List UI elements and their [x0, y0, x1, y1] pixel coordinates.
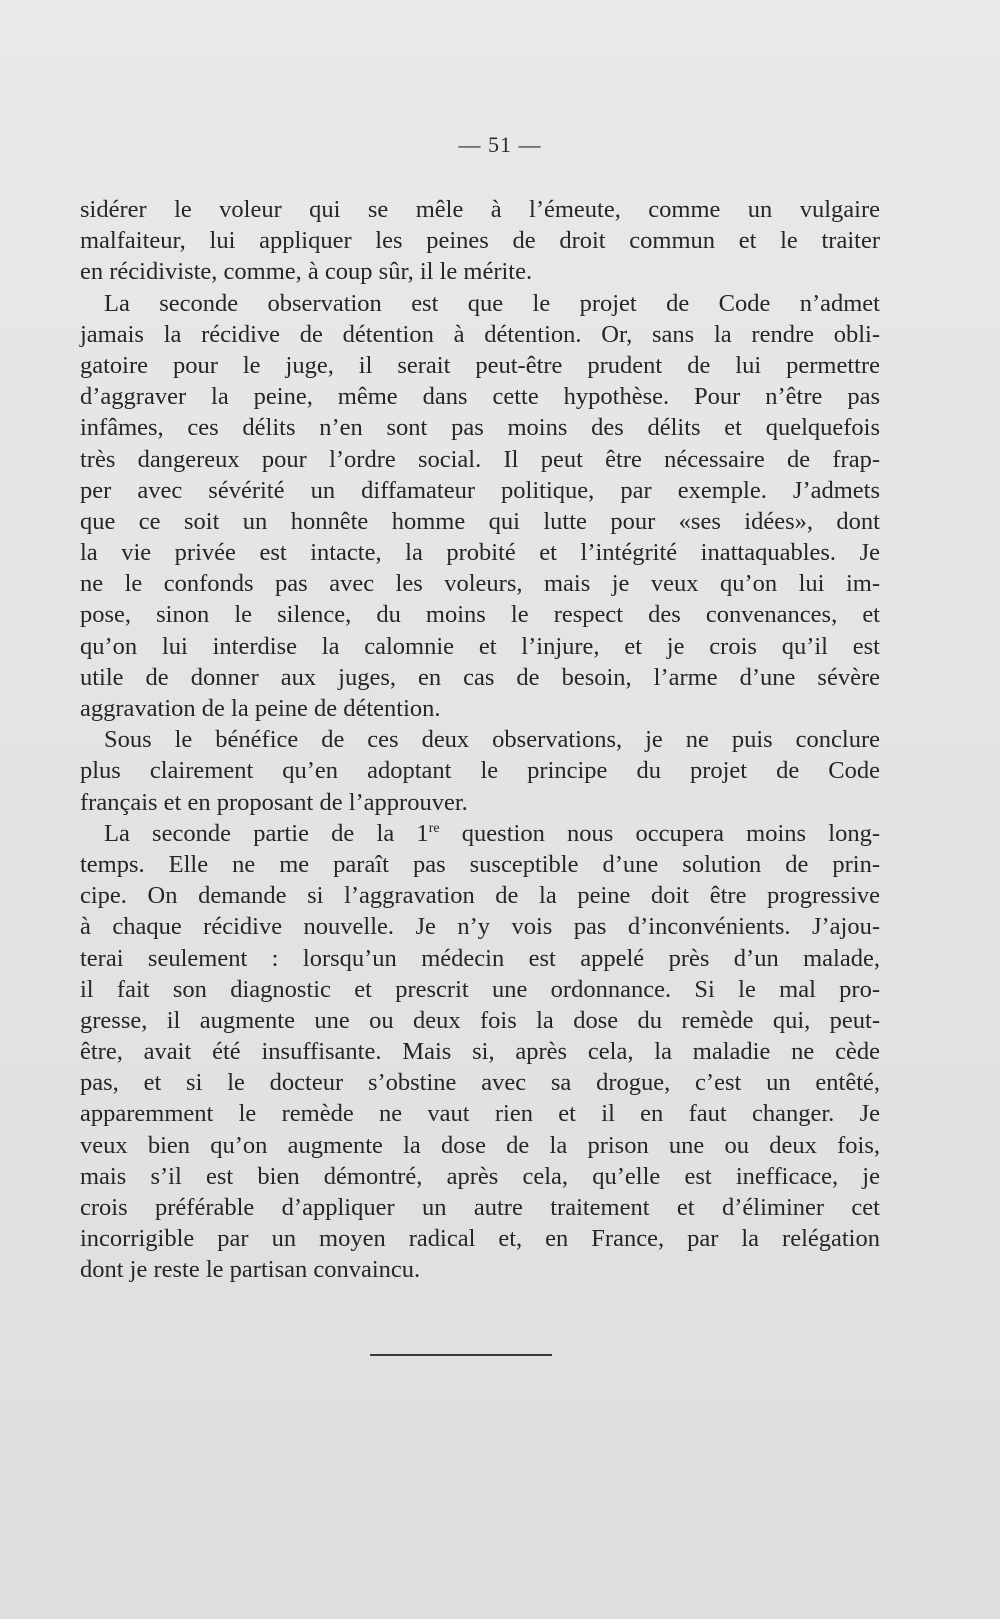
text-line — [80, 1254, 880, 1285]
text-line — [80, 818, 880, 849]
text-line — [80, 225, 880, 256]
text-line — [80, 412, 880, 443]
text-line-content: pose, sinon le silence, du moins le respect des convenances, et — [80, 601, 880, 629]
ordinal-superscript: re — [428, 820, 440, 836]
text-line — [80, 319, 880, 350]
text-line — [80, 911, 880, 942]
text-line-content: gatoire pour le juge, il serait peut-être prudent de lui permettre — [80, 351, 880, 379]
text-line — [80, 662, 880, 693]
text-line — [80, 880, 880, 911]
text-line — [80, 537, 880, 568]
text-line — [80, 1098, 880, 1129]
text-line — [80, 1223, 880, 1254]
text-line-content: La seconde observation est que le projet de Code n’admet — [104, 289, 880, 317]
text-line — [80, 194, 880, 225]
text-line-continuation: question nous occupera moins long- — [439, 819, 881, 847]
text-line-content: que ce soit un honnête homme qui lutte pour «ses idées», dont — [80, 507, 880, 535]
text-line — [80, 444, 880, 475]
text-line — [80, 506, 880, 537]
text-line-content: mais s’il est bien démontré, après cela, qu’elle est inefficace, je — [80, 1162, 880, 1190]
page-number: — 51 — — [458, 132, 542, 157]
text-line-content: Sous le bénéfice de ces deux observations, je ne puis conclure — [104, 726, 880, 754]
text-line — [80, 1192, 880, 1223]
text-line-content: infâmes, ces délits n’en sont pas moins des délits et quelquefois — [80, 414, 880, 442]
text-line-content: aggravation de la peine de détention. — [80, 695, 441, 722]
text-line — [80, 724, 880, 755]
text-line-content: jamais la récidive de détention à détention. Or, sans la rendre obli- — [80, 320, 880, 348]
text-line-content: La seconde partie de la 1 — [104, 819, 429, 847]
text-line-content: à chaque récidive nouvelle. Je n’y vois pas d’inconvénients. J’ajou- — [80, 913, 880, 941]
text-line — [80, 1130, 880, 1161]
text-line-content: la vie privée est intacte, la probité et l’intégrité inattaquables. Je — [80, 539, 880, 567]
text-line-content: en récidiviste, comme, à coup sûr, il le mérite. — [80, 258, 533, 286]
text-line — [80, 1005, 880, 1036]
text-line-content: ne le confonds pas avec les voleurs, mais je veux qu’on lui im- — [80, 570, 880, 598]
text-line — [80, 755, 880, 786]
text-line-content: il fait son diagnostic et prescrit une ordonnance. Si le mal pro- — [80, 975, 880, 1003]
text-line-content: per avec sévérité un diffamateur politique, par exemple. J’admets — [80, 476, 880, 504]
text-line — [80, 256, 880, 287]
text-line — [80, 787, 880, 818]
text-line-content: temps. Elle ne me paraît pas susceptible d’une solution de prin- — [80, 850, 880, 878]
text-line-content: veux bien qu’on augmente la dose de la prison une ou deux fois, — [80, 1131, 880, 1159]
text-line-content: plus clairement qu’en adoptant le principe du projet de Code — [80, 757, 880, 785]
text-line-content: incorrigible par un moyen radical et, en France, par la relégation — [80, 1225, 880, 1253]
text-line — [80, 631, 880, 662]
end-rule — [370, 1354, 552, 1356]
text-line-content: crois préférable d’appliquer un autre traitement et d’éliminer cet — [80, 1194, 880, 1221]
text-line-content: sidérer le voleur qui se mêle à l’émeute, comme un vulgaire — [80, 196, 880, 223]
text-line — [80, 381, 880, 412]
text-line-content: malfaiteur, lui appliquer les peines de droit commun et le traiter — [80, 227, 880, 255]
text-line-content: pas, et si le docteur s’obstine avec sa drogue, c’est un entêté, — [80, 1069, 880, 1097]
text-line — [80, 475, 880, 506]
text-line-content: terai seulement : lorsqu’un médecin est appelé près d’un malade, — [80, 944, 880, 972]
text-line — [80, 350, 880, 381]
text-line-content: d’aggraver la peine, même dans cette hypothèse. Pour n’être pas — [80, 383, 880, 411]
text-line-content: français et en proposant de l’approuver. — [80, 788, 468, 816]
text-line — [80, 943, 880, 974]
text-line — [80, 599, 880, 630]
body-text — [80, 194, 880, 1286]
text-line-content: apparemment le remède ne vaut rien et il en faut changer. Je — [80, 1100, 880, 1128]
text-line — [80, 1161, 880, 1192]
text-line — [80, 1036, 880, 1067]
text-line — [80, 849, 880, 880]
text-line-content: utile de donner aux juges, en cas de besoin, l’arme d’une sévère — [80, 663, 880, 691]
text-line-content: gresse, il augmente une ou deux fois la dose du remède qui, peut- — [80, 1006, 880, 1034]
text-line — [80, 1067, 880, 1098]
text-line-content: cipe. On demande si l’aggravation de la peine doit être progressive — [80, 882, 880, 910]
text-line — [80, 568, 880, 599]
text-line-content: dont je reste le partisan convaincu. — [80, 1256, 421, 1284]
text-line-content: être, avait été insuffisante. Mais si, après cela, la maladie ne cède — [80, 1038, 880, 1066]
text-line-content: très dangereux pour l’ordre social. Il peut être nécessaire de frap- — [80, 445, 880, 473]
text-line — [80, 693, 880, 724]
text-line-content: qu’on lui interdise la calomnie et l’injure, et je crois qu’il est — [80, 632, 880, 660]
text-line — [80, 288, 880, 319]
text-line — [80, 974, 880, 1005]
